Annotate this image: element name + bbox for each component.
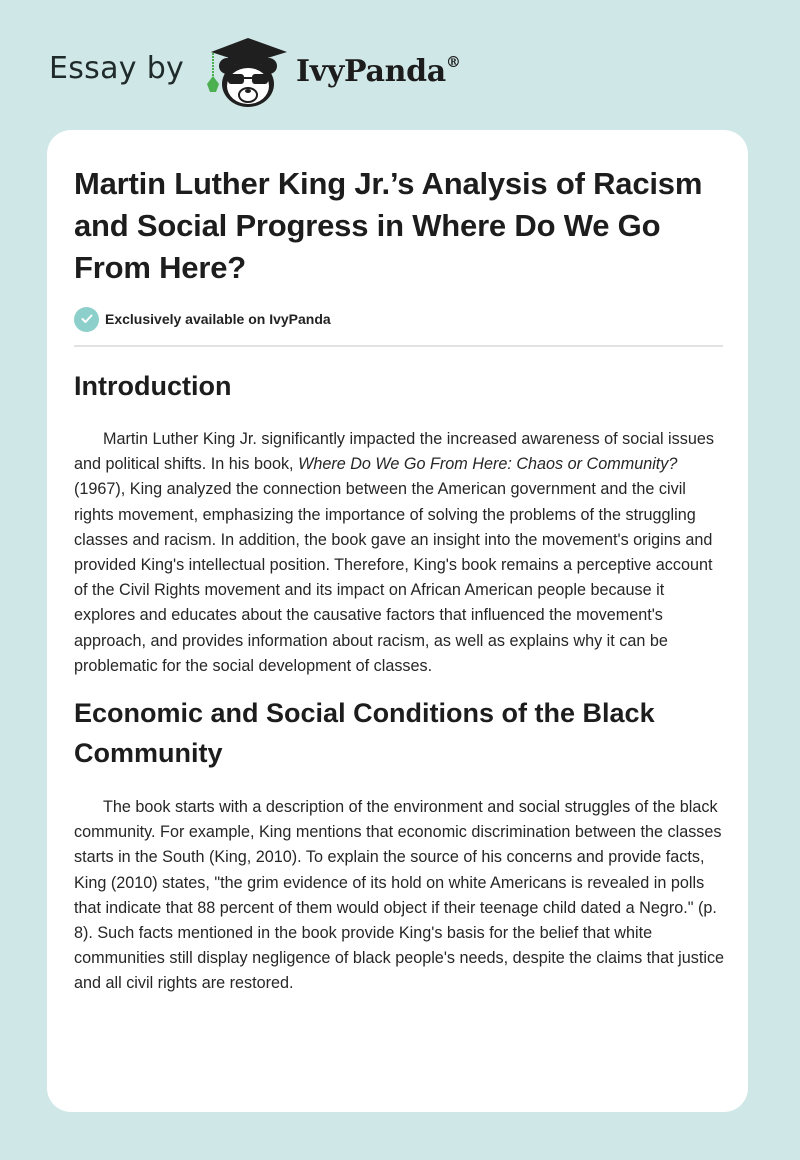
economic-conditions-paragraph: The book starts with a description of the environment and social struggles of the black community. For example, King mentions that economic discrimination between the classes starts in the South (King, 2010). To explain the source of his concerns and provide facts, King (2010) states, "the grim evidence of its hold on white Americans is revealed in polls that indicate that 88 percent of them would object if their teenage child dated a Negro." (p. 8). Such facts mentioned in the book provide King's basis for the belief that white communities still display negligence of black people's needs, despite the claims that justice and all civil rights are restored. xyxy=(74,798,725,993)
paragraph-text: (1967), King analyzed the connection between the American government and the civil rights movement, emphasizing the importance of solving the problems of the struggling classes and racism. In addition, the book gave an insight into the movement's origins and provided King's intellectual position. Therefore, King's book remains a perceptive account of the Civil Rights movement and its impact on African American people because it explores and educates about the causative factors that influenced the movement's approach, and provides information about racism, as well as explains why it can be problematic for the social development of classes. xyxy=(74,480,713,675)
introduction-paragraph xyxy=(74,427,726,679)
essay-card xyxy=(47,130,748,1112)
check-circle-icon xyxy=(74,307,99,332)
exclusive-badge xyxy=(74,306,331,332)
exclusive-badge-text: Exclusively available on IvyPanda xyxy=(105,311,331,327)
site-header xyxy=(0,0,800,130)
page-title: Martin Luther King Jr.’s Analysis of Racism and Social Progress in Where Do We Go From Here? xyxy=(74,166,703,285)
panda-graduation-cap-icon[interactable] xyxy=(203,36,293,108)
section-heading-introduction: Introduction xyxy=(74,371,232,401)
brand-name: IvyPanda xyxy=(296,54,446,89)
essay-by-label: Essay by xyxy=(49,51,185,86)
paragraph-text: Martin Luther King Jr. significantly impacted the increased awareness of social issues and political shifts. In his book, xyxy=(74,430,714,474)
title-divider xyxy=(74,345,723,347)
brand-logo-text[interactable] xyxy=(296,54,461,89)
book-title-italic: Where Do We Go From Here: Chaos or Community? xyxy=(298,455,678,474)
registered-mark: ® xyxy=(445,53,461,71)
section-heading-economic-social-conditions: Economic and Social Conditions of the Black Community xyxy=(74,698,655,768)
